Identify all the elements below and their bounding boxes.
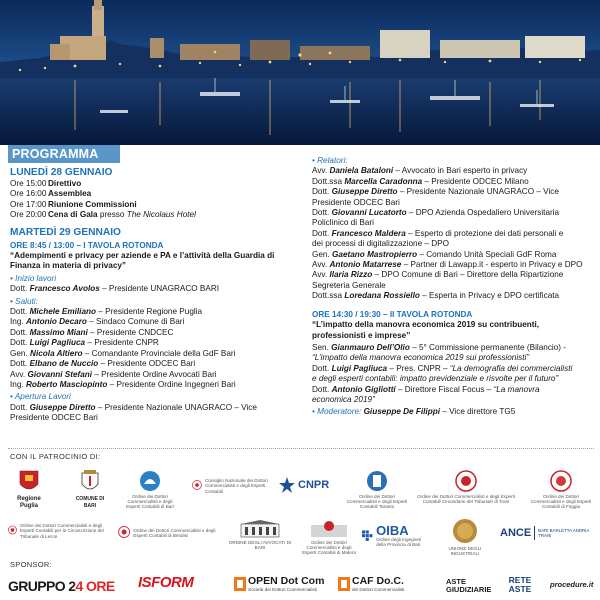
speaker-name: Giovanni Stefanì — [27, 369, 93, 379]
logo-odcec-matera: Ordine dei Dottori Commercialisti e degli Esperti Contabili di Matera — [300, 520, 358, 556]
sponsor-rete-aste: RETE ASTE — [508, 575, 532, 594]
speaker-name: Gianmauro Dell’Olio — [331, 342, 410, 352]
odcec-brindisi-emblem-icon — [118, 522, 130, 542]
odcec-bari-emblem-icon — [139, 470, 161, 492]
speaker-name: Antonio Gigliotti — [331, 384, 396, 394]
speaker-line: Dott. Giovanni Lucatorto – DPO Azienda Ospedaliero Universitaria — [312, 208, 560, 218]
schedule-row — [10, 210, 302, 220]
speaker-name: Nicola Altiero — [30, 348, 83, 358]
speaker-line: Avv. Daniela Bataloni – Avvocato in Bari esperto in privacy — [312, 166, 528, 176]
odcec-trani-emblem-icon — [454, 470, 478, 492]
sponsor-procedure-it: procedure.it — [550, 580, 594, 589]
left-column — [10, 166, 302, 424]
schedule-time: Ore 20:00 — [10, 210, 47, 220]
logo-cnpr: CNPR — [278, 476, 338, 494]
speaker-name: Francesco Avolos — [29, 284, 100, 294]
speaker-line-cont: Segreteria Generale — [312, 280, 386, 290]
logo-ance: ANCE BARI BARLETTA ANDRIA TRANI — [500, 527, 590, 539]
speaker-line: Dott.ssa Marcella Caradonna – Presidente ODCEC Milano — [312, 176, 529, 186]
cnpr-star-icon — [278, 476, 296, 494]
cndcec-emblem-icon — [192, 474, 202, 496]
speaker-name: Daniela Bataloni — [329, 166, 394, 176]
schedule-row — [10, 189, 302, 199]
apertura-label: • Apertura Lavori — [10, 392, 71, 402]
odcec-taranto-emblem-icon — [366, 470, 388, 492]
speaker-name: Giovanni Lucatorto — [331, 208, 407, 218]
tavola2-title: “L’impatto della manovra economica 2019 su contribuenti, professionisti e imprese” — [312, 320, 540, 340]
schedule-time: Ore 17:00 — [10, 199, 47, 209]
speaker-name: Antonio Decaro — [25, 317, 87, 327]
saluti-label: • Saluti: — [10, 296, 38, 306]
programme-label: PROGRAMMA — [8, 145, 120, 163]
odcec-lecce-emblem-icon — [8, 520, 17, 540]
speaker-name: Ilaria Rizzo — [329, 270, 373, 280]
speaker-name: Loredana Rossiello — [344, 291, 420, 301]
sponsor-caf-doc: CAF Do.C. dei Dottori Commercialisti — [338, 576, 404, 592]
speaker-line-cont: dei processi di digitalizzazione – DPO — [312, 239, 449, 249]
sponsor-open-dot-com: OPEN Dot Com Società dei Dottori Commercialisti — [234, 576, 324, 592]
speaker-line-cont: economica 2019” — [312, 394, 375, 404]
speaker-line: Avv. Giovanni Stefanì – Presidente Ordine Avvocati Bari — [10, 369, 217, 379]
logo-unione-industriali: UNIONE DEGLI INDUSTRIALI — [442, 518, 488, 556]
sponsor-label: SPONSOR: — [10, 560, 52, 569]
speaker-line: Dott. Michele Emiliano – Presidente Regione Puglia — [10, 307, 203, 317]
logo-odcec-taranto: Ordine dei Dottori Commercialisti e degli Esperti Contabili Taranto — [346, 470, 408, 510]
sponsor-gruppo24ore: GRUPPO 24 ORE — [8, 578, 115, 594]
logo-odcec-lecce: Ordine dei Dottori Commercialisti e degli Esperti Contabili per la Circoscrizione del Tribunale di Lecce — [8, 520, 112, 540]
speaker-name: Giuseppe Diretto — [331, 187, 398, 197]
unione-industriali-medal-icon — [452, 518, 478, 544]
regione-puglia-crest-icon — [19, 470, 39, 494]
logo-cndcec: Consiglio Nazionale dei Dottori Commercialisti e degli Esperti Contabili — [192, 474, 270, 496]
speaker-line: Avv. Antonio Matarrese – Partner di Lawapp.it - esperto in Privacy e DPO — [312, 260, 583, 270]
logo-regione-puglia: Regione Puglia — [10, 470, 48, 510]
speaker-line-cont: e degli esperti contabili: impatto previdenziale e risvolte per il futuro” — [312, 374, 559, 384]
speaker-line: Gen. Gaetano Mastropierro – Comando Unità Speciali GdF Roma — [312, 249, 557, 259]
speaker-name: Massimo Miani — [29, 327, 88, 337]
speaker-line: Avv. Ilaria Rizzo – DPO Comune di Bari – Direttore della Ripartizione — [312, 270, 564, 280]
speaker-line: Dott. Giuseppe Diretto – Presidente Nazionale UNAGRACO – Vice — [312, 187, 559, 197]
speaker-name: Antonio Matarrese — [329, 260, 402, 270]
schedule-label: Riunione Commissioni — [48, 199, 137, 209]
speaker-line-cont: Policlinico di Bari — [312, 218, 374, 228]
tavola2-header: ORE 14:30 / 19:30 – II TAVOLA ROTONDA — [312, 309, 473, 319]
sponsor-aste-giudiziarie: ASTE GIUDIZIARIE — [446, 577, 492, 594]
odcec-matera-emblem-icon — [309, 520, 349, 538]
right-column — [312, 156, 594, 418]
ordine-avvocati-building-icon — [240, 520, 280, 538]
speaker-line: Dott. Giuseppe Diretto – Presidente Nazionale UNAGRACO – Vice — [10, 402, 257, 412]
speaker-line: Dott. Luigi Pagliuca – Pres. CNPR – “La demografia dei commercialisti — [312, 363, 573, 373]
patrocinio-label: CON IL PATROCINIO DI: — [10, 452, 101, 461]
tavola1-title: “Adempimenti e privacy per aziende e PA e l’attività della Guardia di Finanza in materia di privacy” — [10, 251, 275, 271]
speaker-line: Dott. Elbano de Nuccio – Presidente ODCEC Bari — [10, 359, 196, 369]
open-dot-com-logo-icon — [234, 577, 246, 591]
schedule-time: Ore 16:00 — [10, 189, 47, 199]
speaker-line-cont: Presidente ODCEC Bari — [312, 197, 400, 207]
logo-ordine-avvocati: ORDINE DEGLI AVVOCATI DI BARI — [228, 520, 292, 550]
logo-odcec-foggia: Ordine dei Dottori Commercialisti e degli Esperti Contabili di Foggia — [528, 470, 594, 510]
tavola1-header: ORE 8:45 / 13:00 – I TAVOLA ROTONDA — [10, 240, 164, 250]
speaker-name: Giuseppe De Filippi — [363, 407, 440, 417]
speaker-line: Gen. Nicola Altiero – Comandante Provinciale della GdF Bari — [10, 348, 236, 358]
speaker-name: Giuseppe Diretto — [29, 402, 96, 412]
speaker-line: Dott. Luigi Pagliuca – Presidente CNPR — [10, 338, 159, 348]
logo-odcec-brindisi: Ordine dei Dottori Commercialisti e degli Esperti Contabili di Brindisi — [118, 522, 218, 542]
speaker-line: Dott. Massimo Miani – Presidente CNDCEC — [10, 327, 174, 337]
schedule-time: Ore 15:00 — [10, 179, 47, 188]
schedule-label: Assemblea — [48, 189, 92, 199]
logo-odcec-trani: Ordine dei Dottori Commercialisti e degli Esperti Contabili Circondario del Tribunale di Trani — [414, 470, 518, 504]
speaker-line-cont: “L’impatto della manovra economica 2019 sui professionisti” — [312, 353, 530, 363]
moderatore-line: • Moderatore: Giuseppe De Filippi – Vice direttore TG5 — [312, 407, 516, 417]
oiba-grid-icon — [362, 527, 373, 545]
schedule-extra: The Nicolaus Hotel — [126, 210, 196, 220]
speaker-name: Marcella Caradonna — [344, 176, 423, 186]
speaker-line: Ing. Antonio Decaro – Sindaco Comune di Bari — [10, 317, 185, 327]
speaker-line: Dott. Francesco Avolos – Presidente UNAGRACO BARI — [10, 284, 220, 294]
day2-title: MARTEDÌ 29 GENNAIO — [10, 226, 121, 238]
speaker-name: Roberto Masciopinto — [25, 379, 108, 389]
speaker-name: Luigi Pagliuca — [29, 338, 86, 348]
schedule-label: Direttivo — [48, 179, 82, 188]
speaker-line: Dott. Antonio Gigliotti – Direttore Fiscal Focus – “La manovra — [312, 384, 540, 394]
schedule-row — [10, 179, 302, 189]
speaker-name: Michele Emiliano — [29, 307, 97, 317]
speaker-name: Gaetano Mastropierro — [332, 249, 418, 259]
schedule-label: Cena di Gala — [48, 210, 98, 220]
comune-bari-crest-icon — [81, 470, 99, 494]
speaker-line: Sen. Gianmauro Dell’Olio – 5° Commissione permanente (Bilancio) - — [312, 342, 567, 352]
day1-title: LUNEDÌ 28 GENNAIO — [10, 167, 113, 178]
inizio-label: • Inizio lavori — [10, 273, 57, 283]
speaker-name: Francesco Maldera — [331, 228, 406, 238]
caf-doc-logo-icon — [338, 577, 350, 591]
relatori-label: • Relatori: — [312, 156, 348, 165]
speaker-line: Dott.ssa Loredana Rossiello – Esperta in Privacy e DPO certificata — [312, 291, 560, 301]
speaker-line: Dott. Francesco Maldera – Esperto di protezione dei dati personali e — [312, 228, 564, 238]
section-divider — [8, 448, 594, 449]
speaker-name: Luigi Pagliuca — [331, 363, 388, 373]
logo-comune-bari: COMUNE DI BARI — [70, 470, 110, 510]
odcec-foggia-emblem-icon — [550, 470, 572, 492]
logo-odcec-bari: Ordine dei Dottori Commercialisti e degli Esperti Contabili di Bari — [122, 470, 178, 510]
sponsor-isform: ISFORM — [138, 574, 194, 591]
schedule-extra-prefix: presso — [97, 210, 127, 220]
hero-harbour-photo — [0, 0, 600, 145]
logo-oiba: OIBA Ordine degli Ingegneri della Provincia di Bari — [362, 524, 432, 547]
speaker-line: Ing. Roberto Masciopinto – Presidente Ordine Ingegneri Bari — [10, 379, 236, 389]
speaker-line-cont: Presidente ODCEC Bari — [10, 413, 98, 423]
speaker-name: Elbano de Nuccio — [29, 359, 99, 369]
schedule-row — [10, 200, 302, 210]
